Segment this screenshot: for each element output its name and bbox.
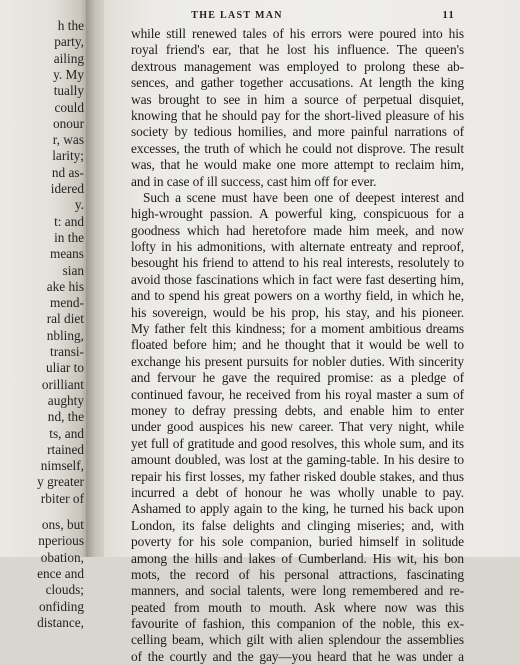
text-line: besought his friend to attend to his real interests, resolutely to <box>131 255 464 271</box>
left-page-line: r, was <box>52 132 84 148</box>
text-line: Ashamed to apply again to the king, he turned his back upon <box>131 501 464 517</box>
text-line: incurred a debt of honour he was wholly unable to pay. <box>131 484 464 500</box>
left-page-line: distance, <box>37 614 84 630</box>
text-line: repair his first losses, my father risked double stakes, and thus <box>131 468 464 484</box>
left-page-line: idered <box>50 181 84 196</box>
paragraph <box>131 26 464 190</box>
text-line: royal friend's ear, that he lost his influence. The queen's <box>131 42 464 58</box>
text-line: continued favour, he received from his royal master a sum of <box>131 386 464 402</box>
text-line: money to defray pressing debts, and enable him to enter <box>131 402 464 418</box>
left-page-line: t: and <box>54 213 84 229</box>
text-line: sences, and gather together accusations. At length the king <box>131 75 464 91</box>
text-line: was brought to see in him a source of perpetual disquiet, <box>131 91 464 107</box>
text-line: mots, the record of his personal attractions, fascinating <box>131 566 464 582</box>
text-line: floated before him; and he thought that it would be well to <box>131 337 464 353</box>
left-page-line: onfiding <box>38 598 84 614</box>
left-page-line: nimself, <box>40 458 84 474</box>
text-line: his sovereign, would be his prop, his stay, and his pioneer. <box>131 304 464 320</box>
text-line: and to spend his great powers on a worthy field, in which he, <box>131 288 464 304</box>
text-line: high-wrought passion. A powerful king, conspicuous for a <box>131 206 464 222</box>
text-line: and in case of ill success, cast him off for ever. <box>131 173 377 189</box>
left-page-line: larity; <box>52 148 84 164</box>
left-page-line: transi- <box>50 344 84 359</box>
left-page-line: h the <box>57 18 84 33</box>
text-line: peated from mouth to mouth. Ask where now was this <box>131 599 464 615</box>
left-page-line: sian <box>62 262 84 278</box>
text-line: of the courtly and the gay—you heard that he was under a <box>131 648 464 664</box>
left-page-line: y. <box>74 197 84 213</box>
text-line: goodness which had heretofore made him meek, and now <box>131 222 464 238</box>
text-line: favourite of fashion, this companion of the noble, this ex- <box>131 616 464 632</box>
text-line: My father felt this kindness; for a moment ambitious dreams <box>131 321 464 337</box>
text-line: celling beam, which gilt with alien splendour the assemblies <box>131 632 464 648</box>
text-line: avoid those fascinations which in fact were fast deserting him, <box>131 271 464 287</box>
left-page-line: ts, and <box>49 425 84 441</box>
text-line: exchange his present pursuits for nobler duties. With sincerity <box>131 353 464 369</box>
text-line: was, that he would make one more attempt to reclaim him, <box>131 157 464 173</box>
left-page-line: ence and <box>37 565 84 581</box>
left-page-line: ons, but <box>41 517 84 532</box>
text-line: London, its false delights and clinging miseries; and, with <box>131 517 464 533</box>
left-page-line: means <box>50 246 84 262</box>
text-line: while still renewed tales of his errors were poured into his <box>131 26 464 41</box>
text-line: poverty for his sole companion, buried himself in solitude <box>131 534 464 550</box>
page-number: 11 <box>442 10 455 21</box>
left-page-line: ral diet <box>46 311 84 327</box>
left-page-line: party, <box>54 34 84 50</box>
left-page-line: tually <box>53 83 84 99</box>
text-line: society by tedious homilies, and more painful narrations of <box>131 124 464 140</box>
left-page-line: clouds; <box>45 582 84 598</box>
left-page-line: in the <box>54 229 84 245</box>
body-text <box>131 26 464 665</box>
left-page-line: nperious <box>38 533 84 549</box>
text-line: and fervour he gave the required promise: as a pledge of <box>131 370 464 386</box>
left-page <box>0 0 88 630</box>
text-line: knowing that he should pay for the short-lived pleasure of his <box>131 107 464 123</box>
text-line: excesses, the truth of which he could not disprove. The result <box>131 140 464 156</box>
left-page-line: nbling, <box>46 327 84 343</box>
text-line: Such a scene must have been one of deepest interest and <box>143 189 464 205</box>
left-page-line: could <box>54 99 84 115</box>
text-line: lofty in his admonitions, with alternate entreaty and reproof, <box>131 239 464 255</box>
text-line: manners, and social talents, were long remembered and re- <box>131 583 464 599</box>
left-page-line: mend- <box>50 295 84 311</box>
left-page-line: ailing <box>53 50 84 66</box>
left-page-line: uliar to <box>45 360 84 376</box>
left-page-line: nd as- <box>51 164 84 180</box>
left-page-line: nd, the <box>47 409 84 425</box>
left-page-line: orilliant <box>41 376 84 392</box>
left-page-line: rtained <box>47 441 84 457</box>
left-page-line: aughty <box>47 392 84 408</box>
text-line: dextrous management was employed to prolong these ab- <box>131 58 464 74</box>
left-page-line: obation, <box>40 549 84 565</box>
text-line: among the hills and lakes of Cumberland. His wit, his bon <box>131 550 464 566</box>
text-line: under good auspices his new career. That very night, while <box>131 419 464 435</box>
paragraph <box>131 190 464 665</box>
left-page-line: y. My <box>53 66 84 82</box>
left-page-line: onour <box>52 115 84 131</box>
left-page-line: rbiter of <box>40 490 84 506</box>
text-line: amount doubled, was lost at the gaming-table. In his desire to <box>131 452 464 468</box>
left-page-line: ake his <box>46 278 84 294</box>
left-page-line: y greater <box>37 474 84 490</box>
running-title: THE LAST MAN <box>191 10 283 21</box>
text-line: yet full of gratitude and good resolves, this whole sum, and its <box>131 435 464 451</box>
